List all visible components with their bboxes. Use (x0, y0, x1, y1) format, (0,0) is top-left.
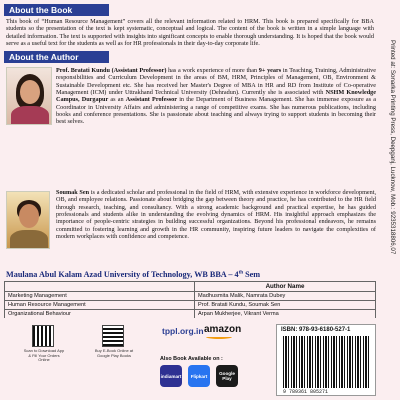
author-1-photo (6, 67, 52, 125)
amazon-logo[interactable]: amazon (204, 324, 242, 335)
barcode-icon (283, 336, 371, 388)
footer (0, 318, 380, 400)
main-content (4, 4, 376, 329)
qr-code-app-icon[interactable] (32, 325, 54, 347)
university-title: Maulana Abul Kalam Azad University of Technology, WB BBA – 4th Sem (6, 270, 261, 280)
amazon-smile-icon (206, 335, 232, 339)
table-cell-subject: Organizational Behaviour (5, 310, 195, 319)
author-2-block (4, 189, 376, 267)
store-logos (160, 365, 270, 389)
barcode-number: 9 789361 805271 (283, 389, 329, 395)
author-2-name: Soumak Sen (56, 189, 90, 197)
table-header-subject (5, 282, 195, 292)
google-play-logo[interactable]: Google Play (216, 365, 238, 387)
table-header-author: Author Name (195, 282, 376, 292)
printer-info: Printed at: Sonarka Printing Press, Deepganj, Lucknow, Mob.: 9235318806,07 (389, 40, 396, 255)
author-2-photo (6, 191, 50, 249)
author-1-text: Prof. Bratati Kundu (Assistant Professor) has a work experience of more than 9+ years in Teaching, Training, Administrative responsibilities and Curriculum Development in the areas of BM, HRM, Principles of Management, OB, Environment & Sustainable Development etc. She has received her Master's Degree of MBA in HR and RD from Institute of Co-operative Management (ICM) under Uttrakhand Technical University (Dehradun). Currently she is associated with NSHM Knowledge Campus, Durgapur as an Assistant Professor in the Department of Business Management. She has immense exposure as a Coordinator in University Affairs and administering a range of competitive exams. She has numerous publications, including books and conference presentations. She is passionate about teaching and always trying to support students in becoming their best selves. (56, 67, 376, 126)
publisher-url[interactable]: tppl.org.in (162, 326, 204, 336)
about-author-heading: About the Author (4, 51, 109, 63)
isbn-number: ISBN: 978-93-6180-527-1 (281, 327, 351, 333)
table-cell-author: Prof. Bratati Kundu, Soumak Sen (195, 300, 376, 309)
table-cell-author: Arpan Mukherjee, Vikrant Verma (195, 310, 376, 319)
flipkart-logo[interactable]: Flipkart (188, 365, 210, 387)
author-1-block (4, 65, 376, 187)
qr-section (2, 325, 147, 398)
table-cell-subject: Marketing Management (5, 291, 195, 300)
indiamart-logo[interactable]: indiamart (160, 365, 182, 387)
qr-code-ebook-icon[interactable] (102, 325, 124, 347)
about-book-heading: About the Book (4, 4, 109, 16)
about-book-paragraph: This book of “Human Resource Management” covers all the relevant information related to HRM. This book is prepared specifically for BBA students so the presentation of the text is kept systematic, conceptual and logical. The content of the book is written in a simple language with detailed information. The text is supported with insights into significant concepts to enable thorough understanding. It is hoped that the book would serve as a useful text for the students as well as for HR professionals in their day-to-day corporate life. (6, 18, 374, 47)
printer-strip (380, 0, 400, 400)
table-header-row (5, 282, 376, 292)
qr-caption-ebook: Buy E-Book Online at Google Play Books (94, 348, 134, 358)
table-cell-subject: Human Resource Management (5, 300, 195, 309)
also-available-label: Also Book Available on : (160, 356, 223, 362)
isbn-barcode-box (276, 324, 376, 396)
table-row (5, 291, 376, 300)
author-2-text: Soumak Sen is a dedicated scholar and professional in the field of HRM, with extensive experience in workforce development, OB, and employee relations. Passionate about bridging the gap between theory and practice, he has contributed to the HR field through research, teaching, and consultancy. With a strong academic background and practical expertise, he has guided professionals and students alike in understanding the evolving dynamics of HRM. His insightful approach emphasizes the importance of people-centric strategies in building successful organizations. Beyond his professional endeavors, he remains committed to fostering learning and growth in the HR community, inspiring future leaders to navigate the complexities of modern workplaces with confidence and competence. (56, 189, 376, 240)
qr-caption-app: Scan to Download App & Fill Your Orders Online (23, 348, 65, 363)
table-cell-author: Madhusmita Malik, Namrata Dubey (195, 291, 376, 300)
table-row (5, 300, 376, 309)
author-1-name: Prof. Bratati Kundu (Assistant Professor) (56, 67, 167, 75)
